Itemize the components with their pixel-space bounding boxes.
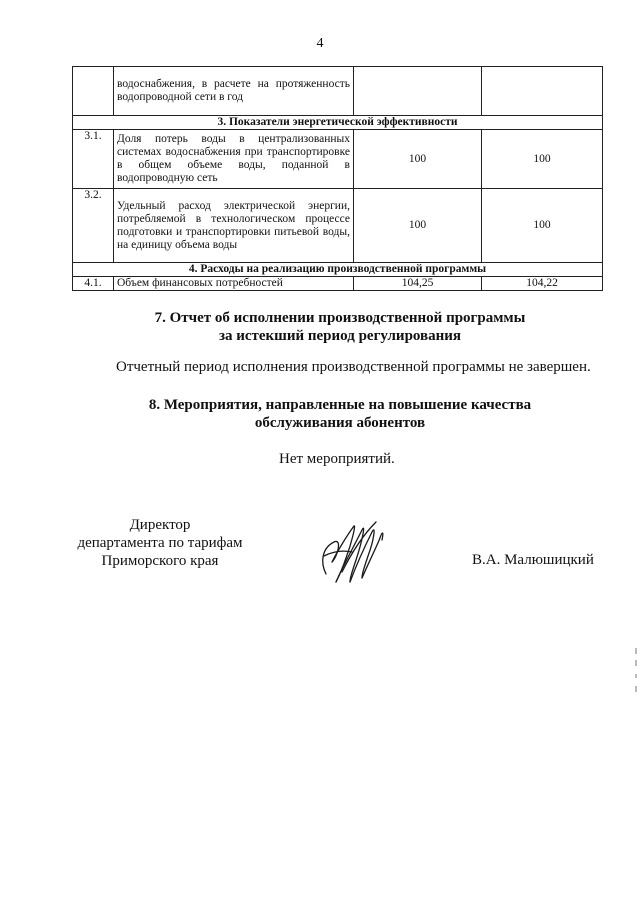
row-number-cell bbox=[73, 67, 114, 116]
section-8-text: Нет мероприятий. bbox=[279, 451, 395, 467]
indicator-name-cell: Объем финансовых потребностей bbox=[114, 277, 354, 291]
handwritten-signature bbox=[312, 512, 392, 588]
table-row bbox=[73, 67, 603, 116]
fact-value-cell: 100 bbox=[482, 130, 603, 189]
plan-value-cell bbox=[354, 67, 482, 116]
row-number-cell: 3.1. bbox=[73, 130, 114, 189]
signer-name: В.А. Малюшицкий bbox=[472, 552, 594, 568]
section-8-heading bbox=[0, 396, 640, 432]
scan-edge-mark bbox=[634, 648, 638, 692]
indicator-name-cell: Доля потерь воды в централизованных системах водоснабжения при транспортировке в общем объеме воды, поданной в водопроводную сеть bbox=[114, 130, 354, 189]
table-row bbox=[73, 130, 603, 189]
heading-line: за истекший период регулирования bbox=[218, 328, 462, 344]
page-number: 4 bbox=[316, 36, 324, 51]
heading-line: 8. Мероприятия, направленные на повышение качества bbox=[148, 397, 532, 413]
section-7-text: Отчетный период исполнения производственной программы не завершен. bbox=[116, 359, 591, 375]
position-line: Приморского края bbox=[101, 553, 219, 569]
position-line: департамента по тарифам bbox=[77, 535, 243, 551]
table-row bbox=[73, 189, 603, 263]
position-line: Директор bbox=[129, 517, 191, 533]
signer-position bbox=[60, 516, 260, 570]
row-number-cell: 3.2. bbox=[73, 189, 114, 263]
fact-value-cell: 100 bbox=[482, 189, 603, 263]
program-table bbox=[72, 66, 603, 291]
indicator-name-cell: Удельный расход электрической энергии, потребляемой в технологическом процессе подготовки и транспортировки питьевой воды, на единицу объема воды bbox=[114, 189, 354, 263]
fact-value-cell: 104,22 bbox=[482, 277, 603, 291]
section-row bbox=[73, 116, 603, 130]
section-3-title: 3. Показатели энергетической эффективности bbox=[73, 116, 603, 130]
plan-value-cell: 104,25 bbox=[354, 277, 482, 291]
section-7-heading bbox=[0, 309, 640, 345]
indicator-name-cell: водоснабжения, в расчете на протяженность водопроводной сети в год bbox=[114, 67, 354, 116]
table-row bbox=[73, 277, 603, 291]
row-number-cell: 4.1. bbox=[73, 277, 114, 291]
heading-line: 7. Отчет об исполнении производственной программы bbox=[154, 310, 526, 326]
plan-value-cell: 100 bbox=[354, 130, 482, 189]
section-4-title: 4. Расходы на реализацию производственной программы bbox=[73, 263, 603, 277]
fact-value-cell bbox=[482, 67, 603, 116]
plan-value-cell: 100 bbox=[354, 189, 482, 263]
section-row bbox=[73, 263, 603, 277]
heading-line: обслуживания абонентов bbox=[254, 415, 426, 431]
